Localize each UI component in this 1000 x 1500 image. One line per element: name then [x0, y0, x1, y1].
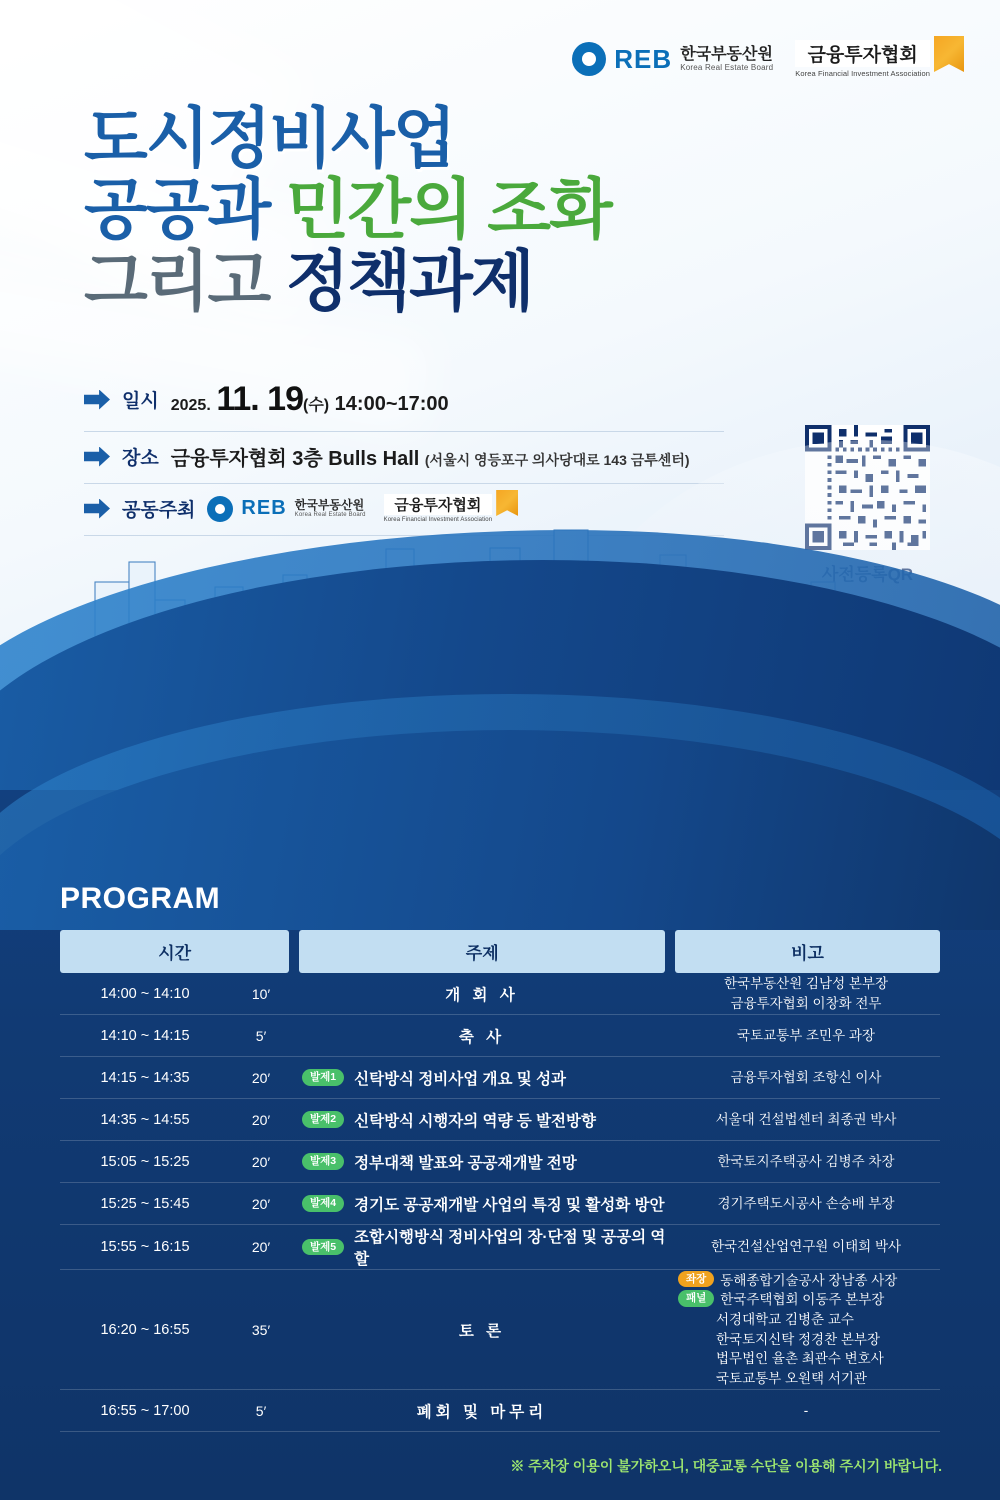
cell-note — [672, 1026, 940, 1046]
note-line — [678, 1290, 940, 1310]
poster-bottom-section — [0, 790, 1000, 1500]
cell-time: 15:25 ~ 15:45 — [100, 1195, 190, 1212]
cell-time: 15:05 ~ 15:25 — [100, 1153, 190, 1170]
cell-note — [672, 1401, 940, 1421]
table-row — [60, 973, 940, 1015]
reb-wordmark: REB — [614, 43, 673, 74]
note-text: 서경대학교 김병춘 교수 — [716, 1311, 854, 1327]
column-header-note: 비고 — [675, 930, 940, 973]
kofia-name-ko: 금융투자협회 — [384, 494, 493, 515]
note-line: 서울대 건설법센터 최종권 박사 — [715, 1111, 897, 1127]
role-badge-chair: 좌장 — [678, 1271, 714, 1288]
info-row-place — [84, 432, 724, 484]
poster-title — [84, 101, 611, 318]
session-badge: 발제2 — [302, 1111, 344, 1128]
topic-text: 경기도 공공재개발 사업의 특징 및 활성화 방안 — [354, 1196, 665, 1214]
kofia-name-en: Korea Financial Investment Association — [795, 69, 930, 78]
host-label: 공동주최 — [122, 500, 196, 521]
cell-duration: 5′ — [255, 1027, 267, 1044]
cell-duration: 20′ — [251, 1111, 271, 1128]
info-row-date — [84, 370, 724, 432]
topic-text: 폐회 및 마무리 — [416, 1403, 548, 1421]
topic-text: 개 회 사 — [445, 986, 519, 1004]
cell-note — [672, 1271, 940, 1388]
program-title: PROGRAM — [60, 882, 221, 915]
note-line: 한국부동산원 김남성 본부장 — [724, 975, 888, 991]
reb-wordmark: REB — [241, 497, 287, 519]
program-table — [60, 930, 940, 1432]
date-prefix: 2025. — [170, 397, 211, 414]
topic-text: 신탁방식 시행자의 역량 등 발전방향 — [354, 1112, 596, 1130]
kofia-name-en: Korea Financial Investment Association — [383, 517, 493, 523]
reb-name-ko: 한국부동산원 — [680, 45, 773, 63]
place-value — [171, 442, 690, 471]
arrow-icon — [84, 390, 110, 410]
cell-time: 16:20 ~ 16:55 — [100, 1321, 190, 1338]
arrow-icon — [84, 447, 110, 467]
kofia-logo — [795, 40, 964, 78]
topic-text: 신탁방식 정비사업 개요 및 성과 — [354, 1070, 567, 1088]
table-row — [60, 1225, 940, 1270]
table-row — [60, 1390, 940, 1432]
cell-topic — [292, 1067, 672, 1089]
cell-topic — [292, 983, 672, 1005]
cell-topic — [292, 1109, 672, 1131]
cell-note — [672, 1068, 940, 1088]
title-line-2a: 공공과 — [84, 172, 286, 247]
note-text: 한국주택협회 이동주 본부장 — [720, 1292, 885, 1308]
cell-topic — [292, 1025, 672, 1047]
cell-duration: 20′ — [251, 1069, 271, 1086]
session-badge: 발제1 — [302, 1069, 344, 1086]
note-line: 경기주택도시공사 손승배 부장 — [717, 1195, 895, 1211]
cell-note — [672, 974, 940, 1013]
note-line: 금융투자협회 이창화 전무 — [730, 995, 882, 1011]
date-day: (수) — [302, 397, 330, 414]
cell-time: 16:55 ~ 17:00 — [100, 1402, 190, 1419]
cell-time: 14:00 ~ 14:10 — [100, 985, 190, 1002]
table-row — [60, 1057, 940, 1099]
cell-topic — [292, 1400, 672, 1422]
cell-time: 14:10 ~ 14:15 — [100, 1027, 190, 1044]
note-text: 한국토지신탁 정경찬 본부장 — [716, 1331, 880, 1347]
header-logos — [572, 40, 964, 78]
title-line-2b: 민간의 조화 — [285, 172, 611, 247]
reb-name-ko: 한국부동산원 — [294, 497, 365, 512]
footer-note: ※ 주차장 이용이 불가하오니, 대중교통 수단을 이용해 주시기 바랍니다. — [510, 1458, 942, 1474]
place-label: 장소 — [122, 448, 159, 469]
date-label: 일시 — [122, 391, 159, 412]
cell-duration: 20′ — [251, 1195, 271, 1212]
table-row — [60, 1015, 940, 1057]
column-header-topic: 주제 — [299, 930, 665, 973]
note-line: 금융투자협회 조항신 이사 — [730, 1069, 882, 1085]
cell-duration: 20′ — [251, 1153, 271, 1170]
session-badge: 발제4 — [302, 1195, 344, 1212]
role-badge-panel: 패널 — [678, 1290, 714, 1307]
place-detail: (서울시 영등포구 의사당대로 143 금투센터) — [424, 452, 690, 468]
note-line: 한국토지주택공사 김병주 차장 — [717, 1153, 895, 1169]
note-line — [678, 1271, 940, 1291]
cell-duration: 35′ — [251, 1321, 271, 1338]
topic-text: 조합시행방식 정비사업의 장·단점 및 공공의 역할 — [354, 1229, 666, 1268]
reb-name-en: Korea Real Estate Board — [680, 63, 774, 73]
cell-duration: 5′ — [255, 1402, 267, 1419]
note-line: - — [803, 1402, 809, 1418]
session-badge: 발제5 — [302, 1239, 344, 1256]
cell-topic — [292, 1225, 672, 1269]
cell-note — [672, 1194, 940, 1214]
cell-time: 14:15 ~ 14:35 — [100, 1069, 190, 1086]
date-time: 14:00~17:00 — [334, 393, 449, 415]
table-row — [60, 1141, 940, 1183]
cell-note — [672, 1110, 940, 1130]
title-line-2 — [84, 172, 611, 247]
place-main: 금융투자협회 3층 Bulls Hall — [170, 448, 420, 470]
cell-topic — [292, 1151, 672, 1173]
date-big: 11. 19 — [216, 380, 303, 418]
table-row — [60, 1099, 940, 1141]
cell-note — [672, 1152, 940, 1172]
note-line: 국토교통부 조민우 과장 — [737, 1027, 875, 1043]
topic-text: 토 론 — [458, 1322, 506, 1340]
reb-name-en: Korea Real Estate Board — [294, 512, 366, 519]
title-line-3b: 정책과제 — [285, 243, 533, 318]
session-badge: 발제3 — [302, 1153, 344, 1170]
title-line-1: 도시정비사업 — [84, 101, 455, 175]
cell-note — [672, 1237, 940, 1257]
cell-topic — [292, 1319, 672, 1341]
date-value — [171, 380, 449, 419]
column-header-time: 시간 — [60, 930, 289, 973]
note-text: 국토교통부 오원택 서기관 — [716, 1370, 867, 1386]
table-row — [60, 1270, 940, 1390]
note-text: 동해종합기술공사 장남종 사장 — [720, 1272, 898, 1288]
reb-circle-icon — [572, 42, 606, 76]
title-line-3 — [84, 243, 611, 318]
table-row — [60, 1183, 940, 1225]
program-table-header — [60, 930, 940, 973]
cell-duration: 10′ — [251, 985, 271, 1002]
kofia-name-ko: 금융투자협회 — [795, 40, 930, 67]
reb-logo — [572, 42, 773, 76]
note-text: 법무법인 율촌 최관수 변호사 — [716, 1351, 884, 1367]
cell-time: 15:55 ~ 16:15 — [100, 1239, 190, 1255]
topic-text: 정부대책 발표와 공공재개발 전망 — [354, 1154, 577, 1172]
cell-duration: 20′ — [251, 1239, 271, 1255]
title-line-3a: 그리고 — [84, 243, 286, 318]
topic-text: 축 사 — [458, 1028, 506, 1046]
cell-time: 14:35 ~ 14:55 — [100, 1111, 190, 1128]
cell-topic — [292, 1193, 672, 1215]
kofia-flag-icon — [934, 36, 964, 72]
note-line: 한국건설산업연구원 이태희 박사 — [710, 1239, 902, 1255]
